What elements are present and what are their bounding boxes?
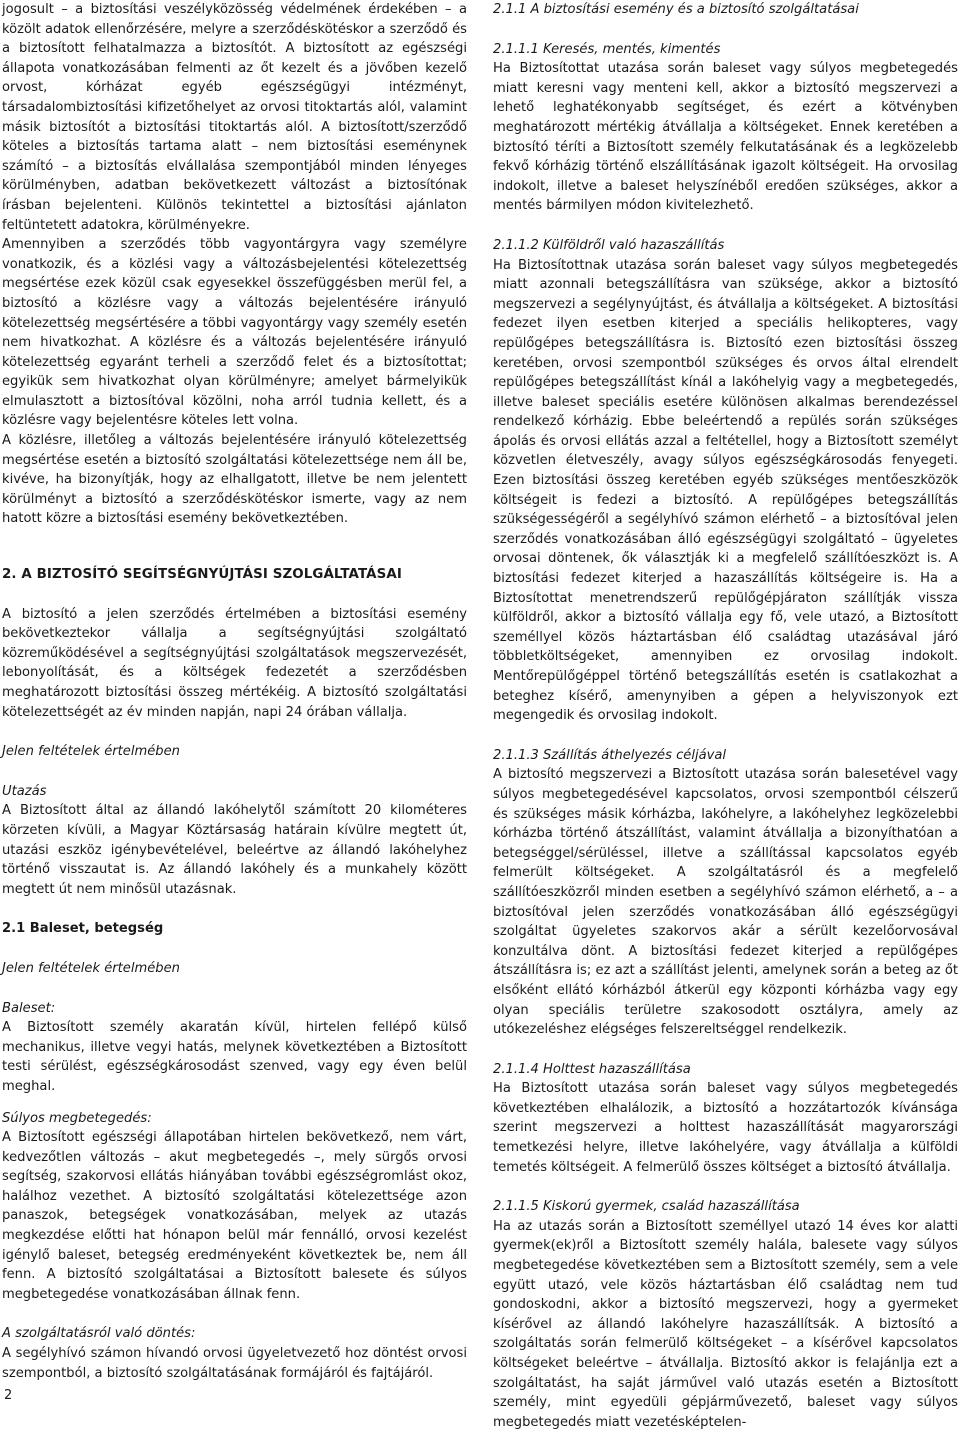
left-column bbox=[2, 0, 467, 1383]
heading-2-1-1: 2.1.1 A biztosítási esemény és a biztosító szolgáltatásai bbox=[493, 2, 859, 17]
definition-baleset: A Biztosított személy akaratán kívül, hirtelen fellépő külső mechanikus, illetve vegyi hatás, melynek következtében a Biztosított testi sérülést, egészségkárosodást szenved, vagy egy éven belül meghal. bbox=[2, 1020, 467, 1094]
term-utazas: Utazás bbox=[2, 783, 47, 799]
term-baleset: Baleset: bbox=[2, 1000, 56, 1016]
paragraph-data-verification: jogosult – a biztosítási veszélyközösség védelmének érdekében – a közölt adatok ellenőrzésére, melyre a szerződéskötéskor a szerződő és a biztosított felhatalmazza a biztosítót. A biztosított az egészségi állapota vonatkozásában felmenti az őt kezelt és a jövőben kezelő orvost, kórházat egyéb egészségügyi intézményt, társadalombiztosítási kifizetőhelyet az orvosi titoktartás alól, valamint másik biztosítót a biztosítási titoktartás alól. A biztosított/szerződő köteles a biztosítás tartama alatt – nem biztosítási eseménynek számító – a biztosítás elvállalása szempontjából minden lényeges körülményben, adatban bekövetkezett változást a biztosítónak írásban bejelenteni. Különös tekintettel a biztosítási ajánlaton feltüntetett adatokra, körülményekre. bbox=[2, 2, 467, 233]
text-2-1-1-4: Ha Biztosított utazása során baleset vagy súlyos megbetegedés következtében elhalálozik, a biztosító a hozzátartozók kívánsága szerint megszervezi a holttest hazaszállítását magyarországi temetkezési helyre, illetve lakóhelyére, vagy átvállalja a külföldi temetés költségeit. A felmerülő összes költséget a biztosító átvállalja. bbox=[493, 1081, 958, 1175]
heading-2-1-1-4: 2.1.1.4 Holttest hazaszállítása bbox=[493, 1061, 691, 1077]
heading-2-1-1-3: 2.1.1.3 Szállítás áthelyezés céljával bbox=[493, 747, 727, 763]
paragraph-assistance-services: A biztosító a jelen szerződés értelmében a biztosítási esemény bekövetkeztekor vállalja a segítségnyújtási szolgáltató közreműködésével a segítségnyújtási szolgáltatások megszervezését, lebonyolítását, és a költségek fedezetét a szerződésben meghatározott biztosítási összeg mértékéig. A biztosító szolgáltatási kötelezettségét az év minden napján, napi 24 órában vállalja. bbox=[2, 606, 467, 720]
heading-2-1-1-1: 2.1.1.1 Keresés, mentés, kimentés bbox=[493, 41, 721, 57]
definition-sulyos-megbetegedes: A Biztosított egészségi állapotában hirtelen bekövetkező, nem várt, kedvezőtlen változás – akut megbetegedés –, mely sürgős orvosi segítség, szakorvosi ellátás hiányában további egészségromlást okoz, halálhoz vezethet. A biztosító szolgáltatási kötelezettsége azon panaszok, betegségek vonatkozásában, melyek az utazás megkezdése előtti hat hónapon belül már fennálló, orvosi kezelést igénylő baleset, betegség eredményeként következtek be, nem áll fenn. A biztosító szolgáltatásai a Biztosított balesete és súlyos megbetegedése vonatkozásában állnak fenn. bbox=[2, 1130, 467, 1302]
definition-utazas: A Biztosított által az állandó lakóhelytől számított 20 kilométeres körzeten kívüli, a Magyar Köztársaság határain kívülre megtett út, utazási eszköz igénybevételével, beleértve az állandó lakóhelyhez történő visszautat is. Az állandó lakóhely és a munkahely között megtett út nem minősül utazásnak. bbox=[2, 803, 467, 897]
text-2-1-1-5: Ha az utazás során a Biztosított személlyel utazó 14 éves kor alatti gyermek(ek)ről a Biztosított személy halála, balesete vagy súlyos megbetegedése következtében sem a Biztosított személy, sem a vele együtt utazó, vele közös háztartásban élő családtag nem tud gondoskodni, akkor a biztosító megszervezi, hogy a gyermeket kísérővel az állandó lakóhelyre hazaszállítsák. A biztosító a szolgáltatás során felmerülő költségeket – a kísérővel kapcsolatos költségeket beleértve – átvállalja. Biztosító akkor is felajánlja ezt a szolgáltatást, ha saját járművel való utazás esetén a Biztosított személy, mint egyedüli gépjárművezető, baleset vagy súlyos megbetegedés miatt vezetésképtelen- bbox=[493, 1218, 958, 1430]
definition-intro: Jelen feltételek értelmében bbox=[2, 744, 180, 760]
paragraph-multiple-objects: Amennyiben a szerződés több vagyontárgyra vagy személyre vonatkozik, és a közlési vagy a változásbejelentési kötelezettség megsértése ezek közül csak egyesekkel összefüggésben merül fel, a biztosító a közlésre vagy a változás bejelentésére irányuló kötelezettség megsértésére a többi vagyontárgy vagy személy esetén nem hivatkozhat. A közlésre és a változás bejelentésére irányuló kötelezettség egyaránt terheli a szerződő felet és a biztosítottat; egyikük sem hivatkozhat olyan körülményre; amelyet bármelyikük elmulasztott a biztosítóval közölni, noha arról tudnia kellett, és a közlésre vagy bejelentésre köteles lett volna. bbox=[2, 237, 467, 429]
text-2-1-1-2: Ha Biztosítottnak utazása során baleset vagy súlyos megbetegedés miatt azonnali betegszállításra van szüksége, akkor a biztosító megszervezi a segélynyújtást, és átvállalja a költségeket. A biztosítási fedezet ilyen esetben kiterjed a speciális helikopteres, vagy repülőgépes betegszállításra is. Biztosító ezen biztosítási összeg keretében, orvosi szempontból szükséges és orvos által elrendelt repülőgépes betegszállítást kínál a lakóhelyig vagy a megbetegedés, illetve baleset speciális esetére különösen alkalmas berendezéssel rendelkező kórházig. Ebbe beleértendő a repülés során szükséges ápolás és orvosi ellátás azzal a feltétellel, hogy a Biztosított személyt közvetlen életveszély, avagy súlyos egészségkárosodás fenyegeti. Ezen biztosítási összeg keretében egyéb szükséges mentőeszközök költségeit is fedezi a biztosító. A repülőgépes betegszállítás szükségességéről a segélyhívó számon elérhető – a biztosítóval jelen szerződés vonatkozásában álló egészségügyi szolgáltató – ügyeletes orvosai döntenek, ők választják ki a megfelelő szállítóeszközt is. A biztosítási fedezet kiterjed a hazaszállítás költségeire is. Ha a Biztosítottat menetrendszerű repülőgépjáraton szállítják vissza külföldről, akkor a biztosító vállalja egy fő, vele utazó, a Biztosított személlyel közös háztartásban élő családtag utazásával járó többletköltségeket, amennyiben ez orvosilag indokolt. Mentőrepülőgéppel történő betegszállítás esetén is csatlakozhat a beteghez kísérő, amenynyiben a gépen a helyviszonyok ezt megengedik és orvosilag indokolt. bbox=[493, 257, 958, 724]
text-2-1-1-3: A biztosító megszervezi a Biztosított utazása során balesetével vagy súlyos megbetegedésével kapcsolatos, orvosi szempontból célszerű és szükséges másik kórházba, lakóhelyre, a lakóhelyhez legközelebbi kórházba történő átszállítást, valamint átvállalja a bizonyíthatóan a betegséggel/sérüléssel, illetve a szállítással kapcsolatos egyéb felmerült költségeket. A szolgáltatásról és a megfelelő szállítóeszközről minden esetben a segélyhívó számon elérhető, a – a biztosítóval jelen szerződés vonatkozásában álló egészségügyi szolgáltat ügyeletes szakorvos akár a sérült kezelőorvosával konzultálva dönt. A biztosítási fedezet kiterjed a repülőgépes átszállításra is; ez azt a szállítást jelenti, amelynek során a beteg az őt elsőként ellátó kórházból átkerül egy központi kórházba vagy egy olyan speciális területre szakosodott osztályra, amely az utókezeléshez elégséges felszereltséggel rendelkezik. bbox=[493, 767, 958, 1038]
heading-2-1-1-2: 2.1.1.2 Külföldről való hazaszállítás bbox=[493, 237, 725, 253]
definition-szolgaltatasrol-dontes: A segélyhívó számon hívandó orvosi ügyeletvezető hoz döntést orvosi szempontból, a biztosító szolgáltatásának formájáról és fajtájáról. bbox=[2, 1346, 467, 1381]
page-number: 2 bbox=[4, 1388, 13, 1403]
section-2-1-title: 2.1 Baleset, betegség bbox=[2, 921, 164, 937]
paragraph-obligation-breach: A közlésre, illetőleg a változás bejelentésére irányuló kötelezettség megsértése esetén a biztosító szolgáltatási kötelezettsége nem áll be, kivéve, ha bizonyítják, hogy az elhallgatott, illetve be nem jelentett körülményt a biztosító a szerződéskötéskor ismerte, vagy az nem hatott közre a biztosítási esemény bekövetkeztében. bbox=[2, 433, 467, 527]
section-2-title: 2. A BIZTOSÍTÓ SEGÍTSÉGNYÚJTÁSI SZOLGÁLTATÁSAI bbox=[2, 567, 402, 583]
right-column bbox=[493, 0, 958, 1432]
term-szolgaltatasrol-dontes: A szolgáltatásról való döntés: bbox=[2, 1326, 196, 1342]
heading-2-1-1-5: 2.1.1.5 Kiskorú gyermek, család hazaszállítása bbox=[493, 1199, 800, 1215]
term-sulyos-megbetegedes: Súlyos megbetegedés: bbox=[2, 1110, 152, 1126]
text-2-1-1-1: Ha Biztosítottat utazása során baleset vagy súlyos megbetegedés miatt keresni vagy menteni kell, akkor a biztosító megszervezi a lehető leghatékonyabb segítséget, és ezért a kötvényben meghatározott mértékig átvállalja a költségeket. Ennek keretében a biztosító téríti a Biztosított személy felkutatásának és a legközelebb fekvő kórházig történő elszállításának igazolt költségeit. Ha orvosilag indokolt, illetve a baleset helyszínéből eredően szükséges, akkor a mentés bármilyen módon kivitelezhető. bbox=[493, 61, 958, 214]
definition-intro: Jelen feltételek értelmében bbox=[2, 960, 180, 976]
